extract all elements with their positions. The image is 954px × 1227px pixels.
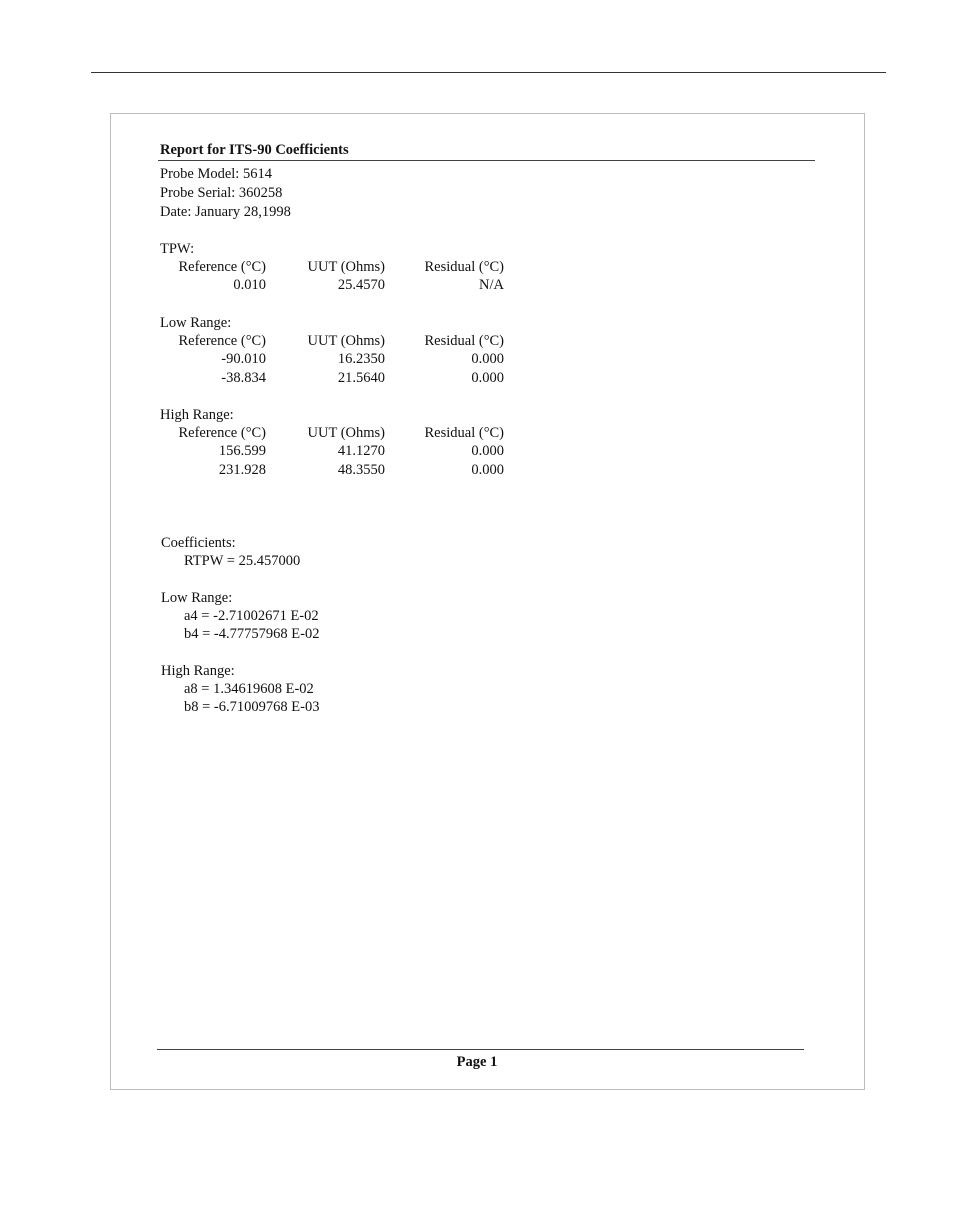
a8-value: a8 = 1.34619608 E-02 xyxy=(184,681,314,697)
low-range-label: Low Range: xyxy=(160,315,232,331)
report-title: Report for ITS-90 Coefficients xyxy=(160,142,349,158)
high-reference-cell: 231.928 xyxy=(218,462,266,478)
title-divider xyxy=(158,160,815,161)
header-residual: Residual (°C) xyxy=(424,259,504,275)
tpw-label: TPW: xyxy=(160,241,195,257)
coef-low-range-label: Low Range: xyxy=(161,590,233,606)
b8-value: b8 = -6.71009768 E-03 xyxy=(184,699,320,715)
high-range-label: High Range: xyxy=(160,407,234,423)
b4-value: b4 = -4.77757968 E-02 xyxy=(184,626,320,642)
header-residual: Residual (°C) xyxy=(424,333,504,349)
header-residual: Residual (°C) xyxy=(424,425,504,441)
coef-high-range-label: High Range: xyxy=(161,663,235,679)
high-uut-cell: 48.3550 xyxy=(337,462,385,478)
header-uut: UUT (Ohms) xyxy=(307,259,385,275)
high-residual-cell: 0.000 xyxy=(471,443,504,459)
tpw-residual-cell: N/A xyxy=(479,277,504,293)
low-reference-cell: -38.834 xyxy=(221,370,266,386)
tpw-uut-cell: 25.4570 xyxy=(337,277,385,293)
high-reference-cell: 156.599 xyxy=(218,443,266,459)
a4-value: a4 = -2.71002671 E-02 xyxy=(184,608,319,624)
low-reference-cell: -90.010 xyxy=(221,351,266,367)
header-uut: UUT (Ohms) xyxy=(307,333,385,349)
high-residual-cell: 0.000 xyxy=(471,462,504,478)
header-uut: UUT (Ohms) xyxy=(307,425,385,441)
probe-serial: Probe Serial: 360258 xyxy=(160,185,283,201)
rtpw-value: RTPW = 25.457000 xyxy=(184,553,301,569)
page-number: Page 1 xyxy=(456,1054,498,1070)
low-residual-cell: 0.000 xyxy=(471,351,504,367)
top-rule xyxy=(91,72,886,73)
header-reference: Reference (°C) xyxy=(178,259,266,275)
header-reference: Reference (°C) xyxy=(178,333,266,349)
low-residual-cell: 0.000 xyxy=(471,370,504,386)
header-reference: Reference (°C) xyxy=(178,425,266,441)
footer-divider xyxy=(157,1049,804,1050)
coefficients-label: Coefficients: xyxy=(161,535,236,551)
tpw-reference-cell: 0.010 xyxy=(233,277,266,293)
low-uut-cell: 16.2350 xyxy=(337,351,385,367)
high-uut-cell: 41.1270 xyxy=(337,443,385,459)
probe-model: Probe Model: 5614 xyxy=(160,166,272,182)
report-date: Date: January 28,1998 xyxy=(160,204,291,220)
low-uut-cell: 21.5640 xyxy=(337,370,385,386)
